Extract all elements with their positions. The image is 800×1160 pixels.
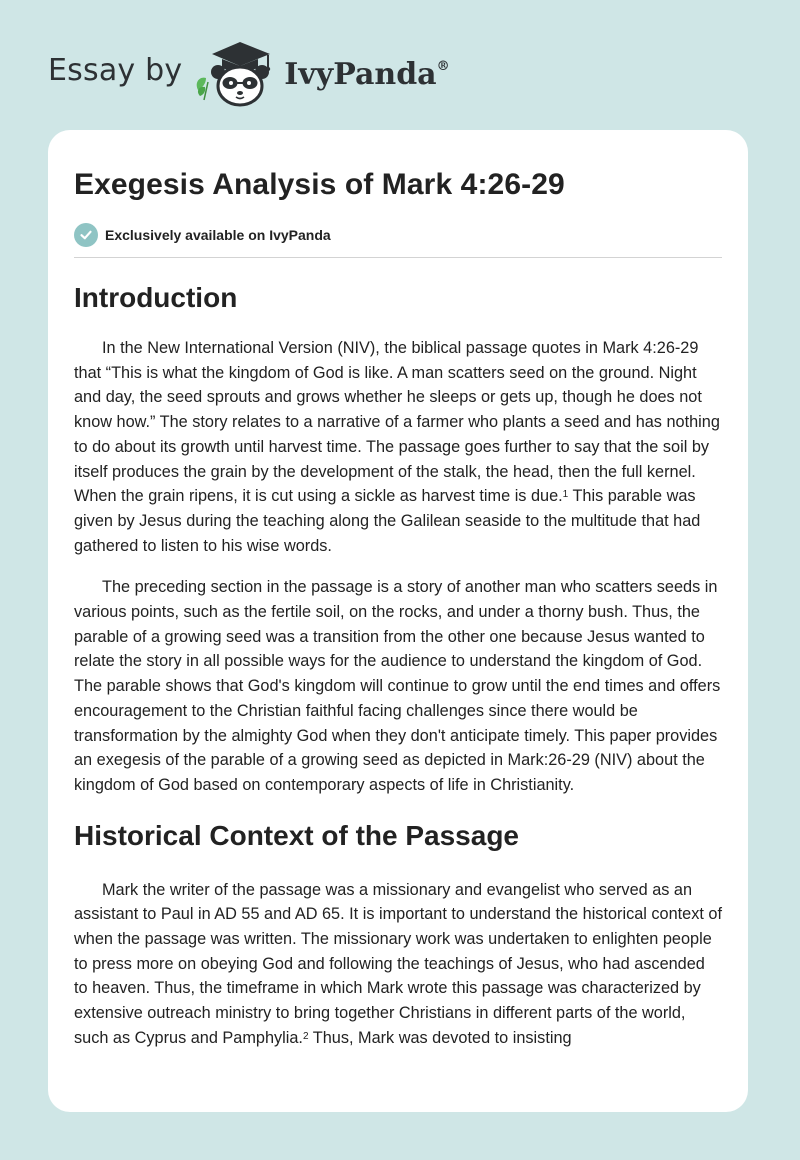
- exclusive-label: Exclusively available on IvyPanda: [105, 227, 331, 243]
- footnote-ref[interactable]: 1: [562, 489, 569, 501]
- essay-card: [48, 130, 748, 1112]
- paragraph: In the New International Version (NIV), the biblical passage quotes in Mark 4:26-29 that “This is what the kingdom of God is like. A man scatters seed on the ground. Night and day, the seed sprouts and grows whether he sleeps or gets up, though he does not know how.” The story relates to a narrative of a farmer who plants a seed and has nothing to do about its growth until harvest time. The passage goes further to say that the soil by itself produces the grain by the development of the stalk, the head, then the full kernel. When the grain ripens, it is cut using a sickle as harvest time is due.$^1$ This parable was given by Jesus during the teaching along the Galilean seaside to the multitude that had gathered to listen to his wise words.: [74, 339, 720, 555]
- paragraph: The preceding section in the passage is a story of another man who scatters seeds in various points, such as the fertile soil, on the rocks, and under a thorny bush. Thus, the parable of a growing seed was a transition from the other one because Jesus wanted to relate the story in all possible ways for the audience to understand the kingdom of God. The parable shows that God's kingdom will continue to grow until the end times and offers encouragement to the Christian faithful facing challenges since there would be transformation by the almighty God when they don't anticipate timely. This paper provides an exegesis of the parable of a growing seed as depicted in Mark:26-29 (NIV) about the kingdom of God based on contemporary aspects of life in Christianity.: [74, 578, 721, 794]
- brand-name: IvyPanda®: [284, 56, 450, 92]
- site-brand[interactable]: [48, 38, 450, 108]
- registered-mark: ®: [436, 58, 450, 74]
- check-icon: [74, 223, 98, 247]
- exclusive-badge: [74, 222, 722, 248]
- brand-prefix: Essay by: [48, 52, 183, 88]
- section-heading-historical-context: Historical Context of the Passage: [74, 819, 520, 851]
- paragraph: Mark the writer of the passage was a missionary and evangelist who served as an assistant to Paul in AD 55 and AD 65. It is important to understand the historical context of when the passage was written. The missionary work was undertaken to enlighten people to press more on obeying God and following the teachings of Jesus, who had ascended to heaven. Thus, the timeframe in which Mark wrote this passage was characterized by extensive outreach ministry to bring together Christians in different parts of the world, such as Cyprus and Pamphylia.$^2$ Thus, Mark was devoted to insisting: [74, 880, 722, 1047]
- panda-logo-icon: [192, 38, 282, 108]
- section-heading-introduction: Introduction: [74, 282, 238, 313]
- page-title: Exegesis Analysis of Mark 4:26-29: [74, 168, 565, 201]
- title-divider: [74, 257, 722, 258]
- footnote-ref[interactable]: 2: [302, 1030, 309, 1042]
